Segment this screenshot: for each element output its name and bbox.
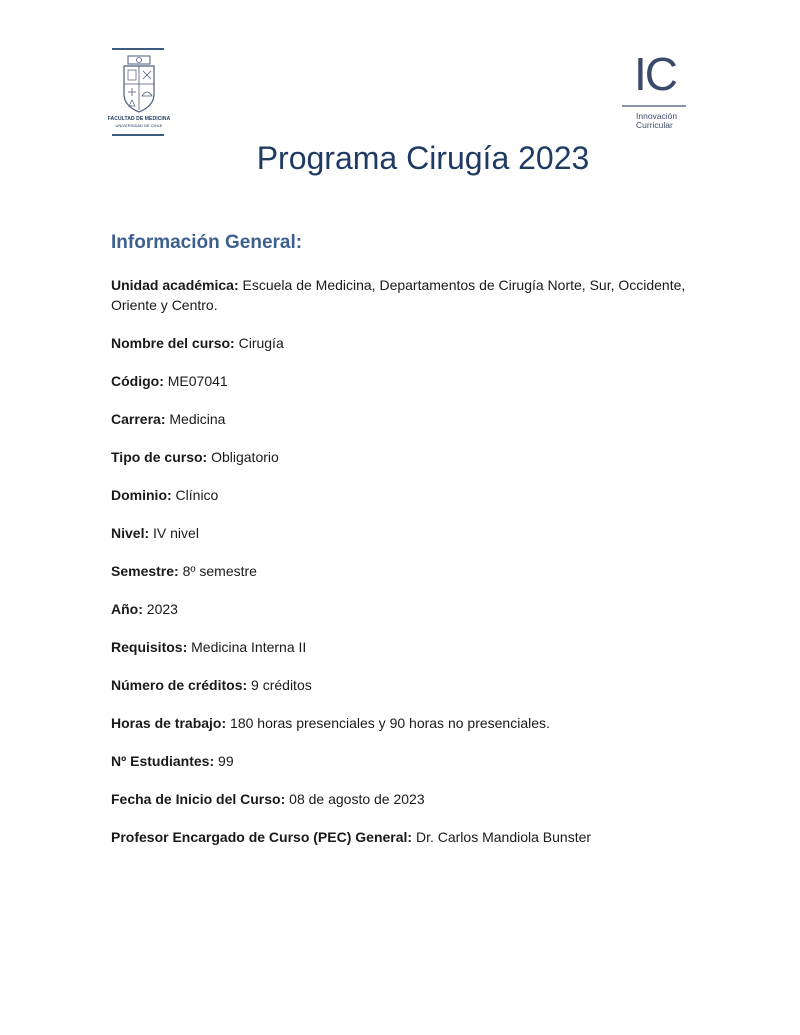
university-name: UNIVERSIDAD DE CHILE	[115, 123, 163, 128]
field-value: 2023	[142, 601, 178, 617]
field-value: 9 créditos	[247, 677, 312, 693]
ic-subtitle-line2: Curricular	[636, 120, 673, 130]
innovacion-curricular-logo	[620, 48, 690, 135]
ic-rule	[622, 105, 686, 107]
field-value: Escuela de Medicina, Departamentos de Cirugía Norte, Sur, Occidente, Oriente y Centro.	[111, 277, 686, 313]
field-horas-trabajo	[111, 713, 711, 733]
field-label: Nombre del curso:	[111, 335, 235, 351]
field-value: 99	[214, 753, 234, 769]
field-fecha-inicio	[111, 789, 711, 809]
field-dominio	[111, 485, 711, 505]
field-label: Tipo de curso:	[111, 449, 208, 465]
field-creditos	[111, 675, 711, 695]
field-unidad-academica	[111, 275, 711, 315]
field-semestre	[111, 561, 711, 581]
field-value: Dr. Carlos Mandiola Bunster	[412, 829, 592, 845]
field-nivel	[111, 523, 711, 543]
field-label: Código:	[111, 373, 164, 389]
field-label: Nivel:	[111, 525, 150, 541]
general-info-list	[111, 275, 711, 865]
field-label: Semestre:	[111, 563, 179, 579]
faculty-shield-icon	[120, 54, 158, 116]
field-value: ME07041	[163, 373, 228, 389]
ic-subtitle-line1: Innovación	[636, 111, 678, 121]
faculty-logo	[108, 48, 170, 138]
field-label: Profesor Encargado de Curso (PEC) General:	[111, 829, 413, 845]
document-title: Programa Cirugía 2023	[256, 140, 590, 176]
field-tipo-curso	[111, 447, 711, 467]
field-value: Cirugía	[234, 335, 284, 351]
field-estudiantes	[111, 751, 711, 771]
field-value: 8º semestre	[178, 563, 257, 579]
logo-top-rule	[112, 48, 164, 50]
logo-bottom-rule	[112, 134, 164, 136]
field-nombre-curso	[111, 333, 711, 353]
field-label: Dominio:	[111, 487, 172, 503]
faculty-name: FACULTAD DE MEDICINA	[107, 116, 171, 122]
field-requisitos	[111, 637, 711, 657]
field-carrera	[111, 409, 711, 429]
field-value: Clínico	[171, 487, 219, 503]
field-value: Medicina	[165, 411, 226, 427]
field-label: Carrera:	[111, 411, 166, 427]
field-label: Nº Estudiantes:	[111, 753, 215, 769]
field-label: Horas de trabajo:	[111, 715, 227, 731]
field-value: Medicina Interna II	[187, 639, 307, 655]
ic-mark: IC	[634, 48, 676, 100]
field-value: 08 de agosto de 2023	[285, 791, 425, 807]
field-codigo	[111, 371, 711, 391]
field-label: Requisitos:	[111, 639, 188, 655]
field-value: IV nivel	[149, 525, 199, 541]
field-profesor-encargado	[111, 827, 711, 847]
field-label: Fecha de Inicio del Curso:	[111, 791, 286, 807]
field-label: Año:	[111, 601, 143, 617]
section-heading: Información General:	[111, 232, 303, 253]
field-value: 180 horas presenciales y 90 horas no presenciales.	[226, 715, 550, 731]
field-label: Unidad académica:	[111, 277, 239, 293]
field-ano	[111, 599, 711, 619]
field-label: Número de créditos:	[111, 677, 248, 693]
field-value: Obligatorio	[207, 449, 279, 465]
